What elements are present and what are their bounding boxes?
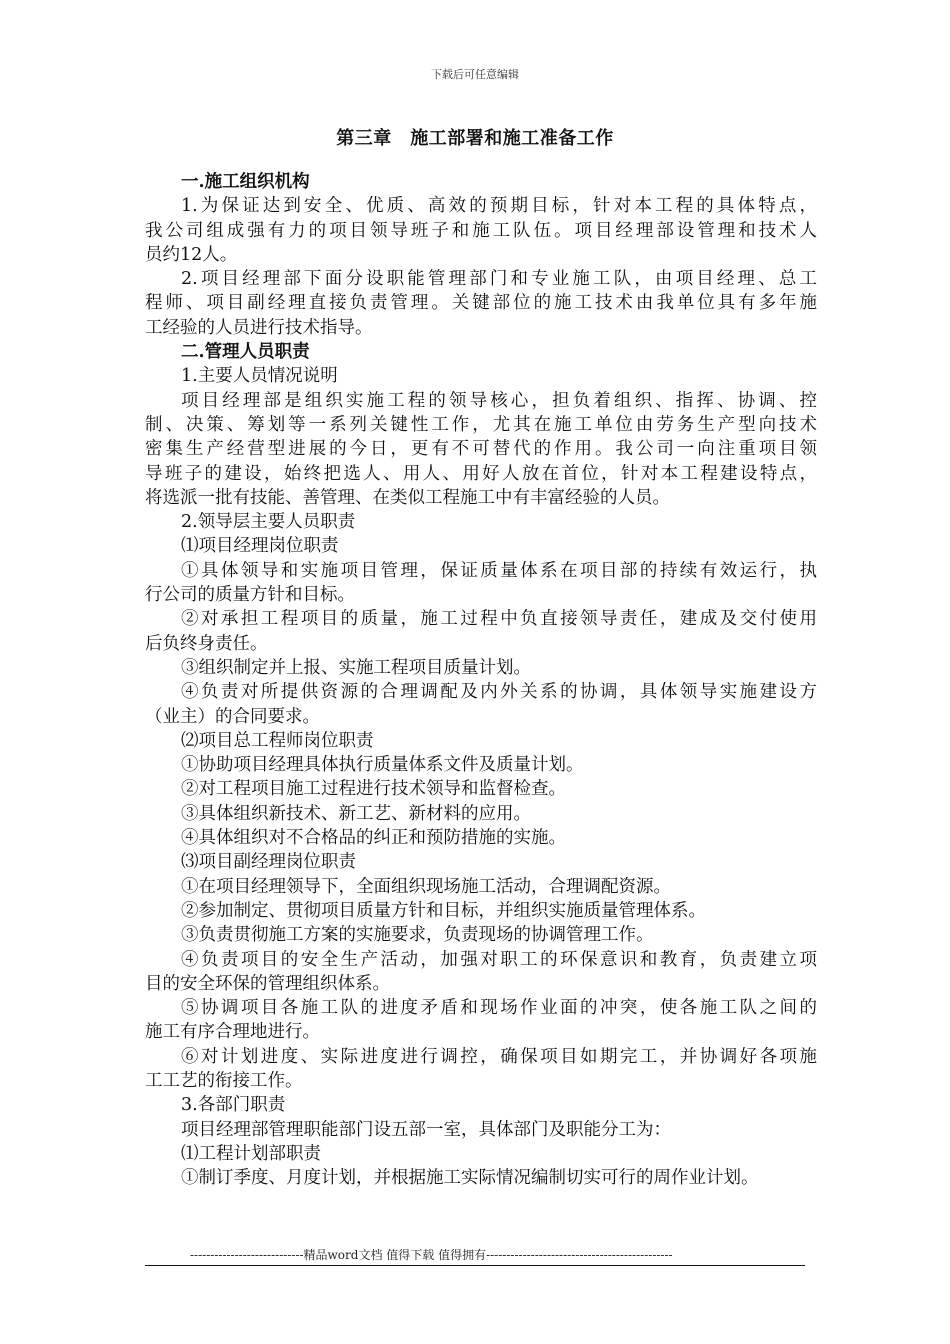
- text-line: ⑶项目副经理岗位职责: [181, 852, 356, 873]
- text-line: 3.各部门职责: [181, 1095, 286, 1116]
- text-line: （业主）的合同要求。: [145, 706, 320, 727]
- section-heading: 二.管理人员职责: [181, 342, 310, 363]
- text-line: 员约12人。: [145, 244, 238, 265]
- text-line: ④具体组织对不合格品的纠正和预防措施的实施。: [181, 828, 566, 849]
- text-line: 1.主要人员情况说明: [181, 366, 338, 387]
- text-line: 2.项目经理部下面分设职能管理部门和专业施工队，由项目经理、总工: [181, 269, 817, 290]
- text-line: ①在项目经理领导下，全面组织现场施工活动，合理调配资源。: [181, 876, 671, 897]
- text-line: 密集生产经营型进展的今日，更有不可替代的作用。我公司一向注重项目领: [145, 439, 817, 460]
- text-line: 2.领导层主要人员职责: [181, 512, 356, 533]
- page-title: 第三章 施工部署和施工准备工作: [336, 128, 614, 149]
- text-line: ③组织制定并上报、实施工程项目质量计划。: [181, 657, 531, 678]
- text-line: ①协助项目经理具体执行质量体系文件及质量计划。: [181, 755, 584, 776]
- text-line: 导班子的建设，始终把选人、用人、用好人放在首位，针对本工程建设特点，: [145, 463, 817, 484]
- text-line: ④负责项目的安全生产活动，加强对职工的环保意识和教育，负责建立项: [181, 949, 817, 970]
- text-line: ①具体领导和实施项目管理，保证质量体系在项目部的持续有效运行，执: [181, 560, 817, 581]
- text-line: ⑵项目总工程师岗位职责: [181, 730, 374, 751]
- text-line: ②对工程项目施工过程进行技术领导和监督检查。: [181, 779, 566, 800]
- text-line: 工经验的人员进行技术指导。: [145, 317, 373, 338]
- text-line: ⑴项目经理岗位职责: [181, 536, 339, 557]
- document-body: [145, 170, 817, 1190]
- section-heading: 一.施工组织机构: [181, 172, 310, 192]
- text-line: 项目经理部是组织实施工程的领导核心，担负着组织、指挥、协调、控: [181, 390, 817, 411]
- text-line: 目的安全环保的管理组织体系。: [145, 973, 390, 994]
- header-note: 下载后可任意编辑: [431, 68, 519, 81]
- text-line: ④负责对所提供资源的合理调配及内外关系的协调，具体领导实施建设方: [181, 682, 817, 703]
- text-line: 工工艺的衔接工作。: [145, 1070, 303, 1091]
- text-line: ③具体组织新技术、新工艺、新材料的应用。: [181, 803, 531, 824]
- text-line: ②参加制定、贯彻项目质量方针和目标，并组织实施质量管理体系。: [181, 900, 706, 921]
- text-line: 施工有序合理地进行。: [145, 1022, 320, 1043]
- footer-text: ----------------------------精品word文档 值得下载 值得拥有----------------------------------------------: [190, 1248, 673, 1262]
- text-line: 程师、项目副经理直接负责管理。关键部位的施工技术由我单位具有多年施: [145, 293, 817, 314]
- text-line: ③负责贯彻施工方案的实施要求，负责现场的协调管理工作。: [181, 925, 654, 946]
- text-line: 项目经理部管理职能部门设五部一室，具体部门及职能分工为：: [181, 1119, 671, 1140]
- text-line: 将选派一批有技能、善管理、在类似工程施工中有丰富经验的人员。: [145, 487, 670, 508]
- text-line: 制、决策、筹划等一系列关键性工作，尤其在施工单位由劳务生产型向技术: [145, 414, 817, 435]
- text-line: ⑴工程计划部职责: [181, 1143, 321, 1164]
- text-line: 1.为保证达到安全、优质、高效的预期目标，针对本工程的具体特点，: [181, 196, 817, 217]
- text-line: 后负终身责任。: [145, 633, 268, 654]
- footer-rule: [145, 1265, 805, 1266]
- footer: [145, 1246, 805, 1264]
- text-line: ②对承担工程项目的质量，施工过程中负直接领导责任，建成及交付使用: [181, 609, 817, 630]
- text-line: 行公司的质量方针和目标。: [145, 585, 355, 606]
- text-line: ⑤协调项目各施工队的进度矛盾和现场作业面的冲突，使各施工队之间的: [181, 998, 817, 1019]
- text-line: ①制订季度、月度计划，并根据施工实际情况编制切实可行的周作业计划。: [181, 1168, 759, 1189]
- text-line: 我公司组成强有力的项目领导班子和施工队伍。项目经理部设管理和技术人: [145, 220, 817, 241]
- text-line: ⑥对计划进度、实际进度进行调控，确保项目如期完工，并协调好各项施: [181, 1046, 817, 1067]
